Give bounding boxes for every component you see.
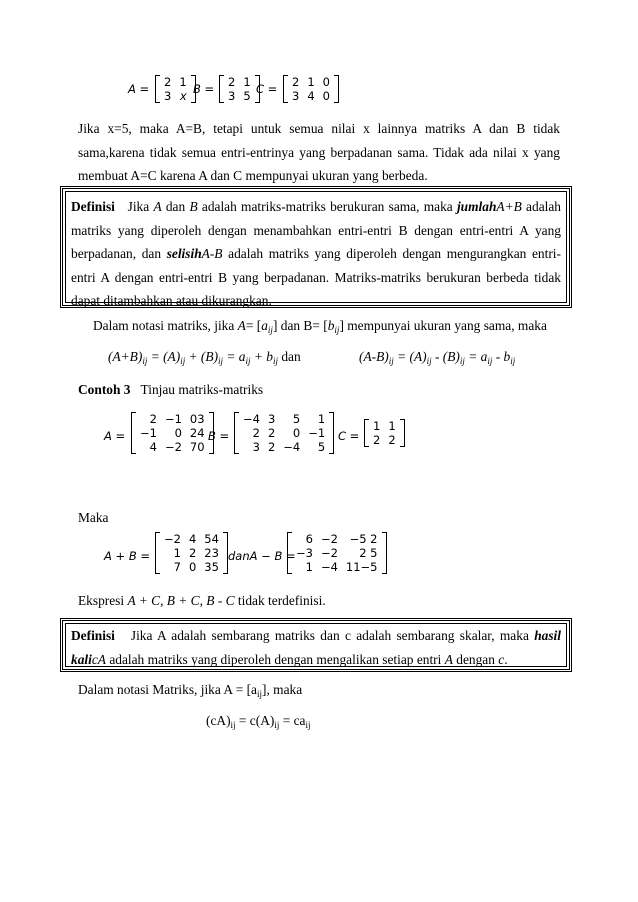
matrix-cell: 23: [204, 546, 219, 560]
matrix-cell: 3: [164, 89, 172, 103]
definition-heading: Definisi: [71, 199, 115, 214]
matrix-B: [219, 75, 260, 103]
example-matrix-C: [364, 419, 405, 447]
matrix-cell: 5: [243, 89, 251, 103]
formula-scalar: $(cA)_{ij} = c(A)_{ij} = ca_{ij}$: [206, 713, 311, 730]
matrix-cell: 1: [243, 75, 251, 89]
matrix-C-label: C =: [256, 82, 278, 96]
matrix-cell: 4: [149, 440, 157, 454]
matrix-cell: −4: [243, 412, 260, 426]
example-matrix-B: [234, 412, 334, 454]
matrix-cell: 7: [173, 560, 181, 574]
matrix-cell: 2: [373, 433, 381, 447]
matrix-cell: −4: [320, 560, 338, 574]
matrix-cell: 1: [388, 419, 396, 433]
maka-text: Maka: [78, 510, 109, 525]
difference-matrix: [287, 532, 387, 574]
matrix-A: [155, 75, 196, 103]
matrix-cell: 5: [292, 412, 301, 426]
sum-matrix: [155, 532, 228, 574]
matrix-cell: −4: [283, 440, 301, 454]
matrix-cell: 1: [307, 75, 315, 89]
definition-box-sum: [60, 186, 572, 308]
definition-heading: Definisi: [71, 628, 115, 643]
notation-sentence: Dalam notasi matriks, jika $A= [a_{ij}]$ dan $B= [b_{ij}]$ mempunyai ukuran yang sama, maka: [93, 318, 547, 335]
example-matrix-A: [131, 412, 214, 454]
matrix-cell: 1: [173, 546, 181, 560]
matrix-A-label: A =: [128, 82, 150, 96]
matrix-cell: 70: [189, 440, 205, 454]
matrix-cell: −1: [140, 426, 157, 440]
matrix-cell: 3: [228, 89, 236, 103]
matrix-cell: 0: [292, 426, 301, 440]
matrix-cell: 2: [188, 546, 197, 560]
definition-box-scalar: [60, 618, 572, 672]
matrix-cell: 2: [149, 412, 157, 426]
example-A-label: A =: [104, 429, 126, 443]
formula-difference: $(A-B)_{ij} = (A)_{ij} - (B)_{ij} = a_{ij} - b_{ij}$: [359, 349, 516, 366]
matrix-cell: −2: [320, 546, 338, 560]
matrix-cell: 0: [174, 426, 182, 440]
matrix-cell: 3: [267, 412, 276, 426]
matrix-C: [283, 75, 339, 103]
matrix-cell: 4: [188, 532, 197, 546]
matrix-cell: 1: [317, 412, 326, 426]
matrix-cell: 2: [292, 75, 300, 89]
matrix-cell: 2: [267, 426, 276, 440]
matrix-cell: 2 5: [359, 546, 378, 560]
matrix-cell: 0: [188, 560, 197, 574]
matrix-cell: 2: [252, 426, 260, 440]
matrix-cell: 11−5: [345, 560, 378, 574]
paragraph-equality: Jika x=5, maka A=B, tetapi untuk semua nilai x lainnya matriks A dan B tidak sama,karena tidak semua entri-entrinya yang berpadanan sama. Tidak ada nilai x yang membuat A=C karena A dan C mempunyai ukuran yang berbeda.: [78, 121, 560, 183]
matrix-cell: 6: [305, 532, 313, 546]
matrix-cell: 3: [252, 440, 260, 454]
matrix-cell: 1: [179, 75, 187, 89]
matrix-cell: 4: [307, 89, 315, 103]
notation-scalar-sentence: Dalam notasi Matriks, jika $A = [a_{ij}]$, maka: [78, 682, 303, 699]
matrix-cell: x: [179, 89, 187, 103]
matrix-cell: −2: [164, 440, 182, 454]
matrix-cell: 3: [292, 89, 300, 103]
example-B-label: B =: [208, 429, 230, 443]
matrix-cell: −2: [164, 532, 181, 546]
example-heading: Contoh 3 Tinjau matriks-matriks: [78, 382, 264, 397]
matrix-cell: 2: [267, 440, 276, 454]
example-C-label: C =: [338, 429, 360, 443]
sum-label: A + B =: [104, 549, 150, 563]
matrix-cell: 2: [228, 75, 236, 89]
matrix-cell: −5 2: [349, 532, 378, 546]
matrix-cell: −3: [296, 546, 313, 560]
expression-undefined: Ekspresi A + C, B + C, B - C tidak terdefinisi.: [78, 593, 326, 608]
difference-label: danA − B =: [228, 549, 296, 563]
matrix-cell: 35: [204, 560, 219, 574]
definition-scalar-text: Definisi Jika A adalah sembarang matriks dan c adalah sembarang skalar, maka hasil kalicA adalah matriks yang diperoleh dengan mengalikan setiap entri A dengan c.: [71, 628, 561, 667]
matrix-cell: 2: [388, 433, 396, 447]
formula-sum: $(A+B)_{ij} = (A)_{ij} + (B)_{ij} = a_{ij} + b_{ij}$ dan: [108, 349, 301, 366]
definition-sum-text: Definisi Jika A dan B adalah matriks-matriks berukuran sama, maka jumlahA+B adalah matriks yang diperoleh dengan menambahkan entri-entri B dengan entri-entri A yang berpadanan, dan selisihA-B adalah matriks yang diperoleh dengan mengurangkan entri-entri A dengan entri-entri B yang berpadanan. Matriks-matriks berukuran berbeda tidak dapat ditambahkan atau dikurangkan.: [71, 199, 561, 308]
matrix-cell: −1: [164, 412, 182, 426]
matrix-cell: −1: [308, 426, 326, 440]
matrix-cell: 1: [373, 419, 381, 433]
matrix-cell: 1: [305, 560, 313, 574]
matrix-cell: 03: [189, 412, 205, 426]
matrix-B-label: B =: [193, 82, 215, 96]
matrix-cell: 0: [322, 89, 330, 103]
matrix-cell: 2: [164, 75, 172, 89]
matrix-cell: 5: [317, 440, 326, 454]
matrix-cell: 54: [204, 532, 219, 546]
matrix-cell: 24: [189, 426, 205, 440]
matrix-cell: −2: [320, 532, 338, 546]
matrix-cell: 0: [322, 75, 330, 89]
